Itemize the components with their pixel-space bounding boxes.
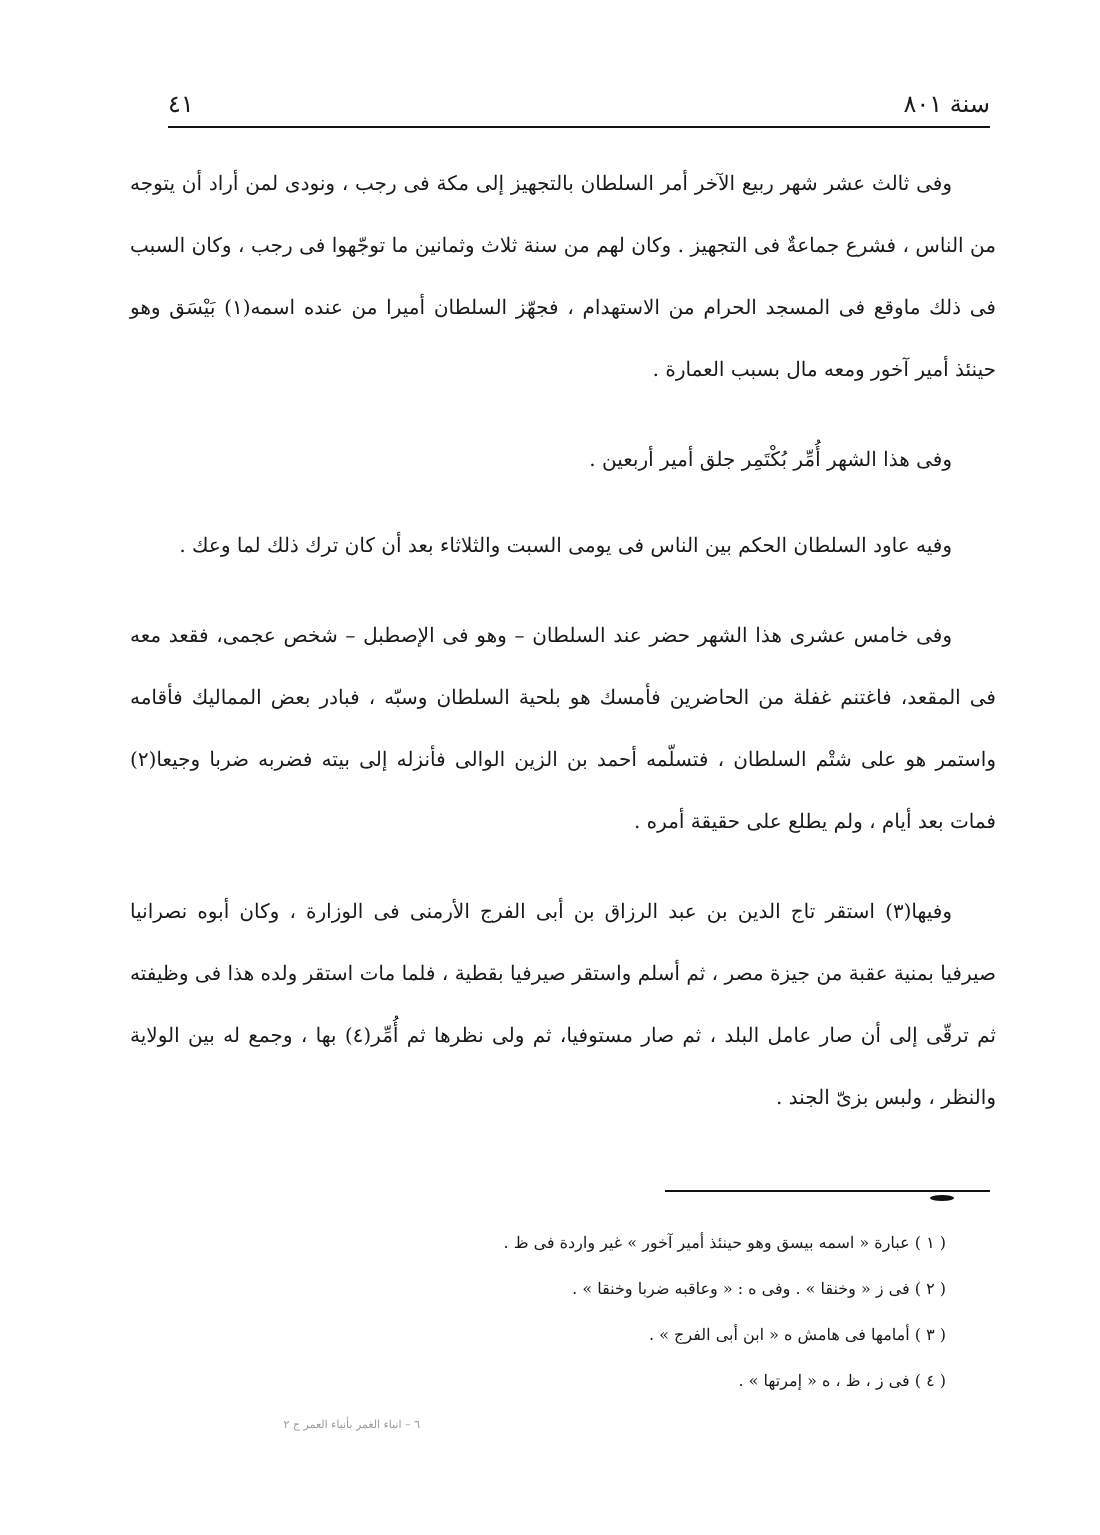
footnote-4: ( ٤ ) فى ز ، ظ ، ه « إمرتها » . <box>738 1371 946 1390</box>
printer-signature-mark: ٦ – انباء الغمر بأنباء العمر ج ٢ <box>283 1418 420 1431</box>
footnote-1: ( ١ ) عبارة « اسمه بيسق وهو حينئذ أمير آخور » غير واردة فى ظ . <box>503 1233 946 1252</box>
page-number: ٤١ <box>168 90 194 118</box>
header-rule <box>168 126 990 128</box>
footnote-rule-mark <box>930 1195 954 1201</box>
paragraph-amir-appointment: وفى هذا الشهر أُمِّر بُكْتَمِر جلق أمير أربعين . <box>589 447 952 471</box>
footnote-3: ( ٣ ) أمامها فى هامش ه « ابن أبى الفرج » . <box>648 1325 946 1344</box>
footnote-2: ( ٢ ) فى ز « وخنقا » . وفى ه : « وعاقبه ضربا وخنقا » . <box>572 1279 946 1298</box>
running-header <box>168 84 990 124</box>
footnote-rule <box>665 1190 990 1192</box>
paragraph-assault-incident: وفى خامس عشرى هذا الشهر حضر عند السلطان – وهو فى الإصطبل – شخص عجمى، فقعد معه فى المقعد، فاغتنم غفلة من الحاضرين فأمسك هو بلحية السلطان وسبّه ، فبادر بعض المماليك فأقامه واستمر هو على شتْم السلطان ، فتسلّمه أحمد بن الزين الوالى فأنزله إلى بيته فضربه ضربا وجيعا(٢) فمات بعد أيام ، ولم يطلع على حقيقة أمره . <box>130 623 996 833</box>
paragraph-court-sessions: وفيه عاود السلطان الحكم بين الناس فى يومى السبت والثلاثاء بعد أن كان ترك ذلك لما وعك . <box>179 533 952 557</box>
footnotes <box>380 1220 946 1404</box>
paragraph-vizier-appointment: وفيها(٣) استقر تاج الدين بن عبد الرزاق بن أبى الفرج الأرمنى فى الوزارة ، وكان أبوه نصرانيا صيرفيا بمنية عقبة من جيزة مصر ، ثم أسلم واستقر صيرفيا بقطية ، فلما مات استقر ولده هذا فى وظيفته ثم ترقّى إلى أن صار عامل البلد ، ثم صار مستوفيا، ثم ولى نظرها ثم أُمِّر(٤) بها ، وجمع له بين الولاية والنظر ، ولبس بزىّ الجند . <box>130 899 996 1109</box>
main-text <box>130 152 996 1156</box>
year-heading: سنة ٨٠١ <box>903 90 990 118</box>
paragraph-hajj-preparation: وفى ثالث عشر شهر ربيع الآخر أمر السلطان بالتجهيز إلى مكة فى رجب ، ونودى لمن أراد أن يتوجه من الناس ، فشرع جماعةٌ فى التجهيز . وكان لهم من سنة ثلاث وثمانين ما توجّهوا فى رجب ، وكان السبب فى ذلك ماوقع فى المسجد الحرام من الاستهدام ، فجهّز السلطان أميرا من عنده اسمه(١) بَيْسَق وهو حينئذ أمير آخور ومعه مال بسبب العمارة . <box>130 171 996 381</box>
